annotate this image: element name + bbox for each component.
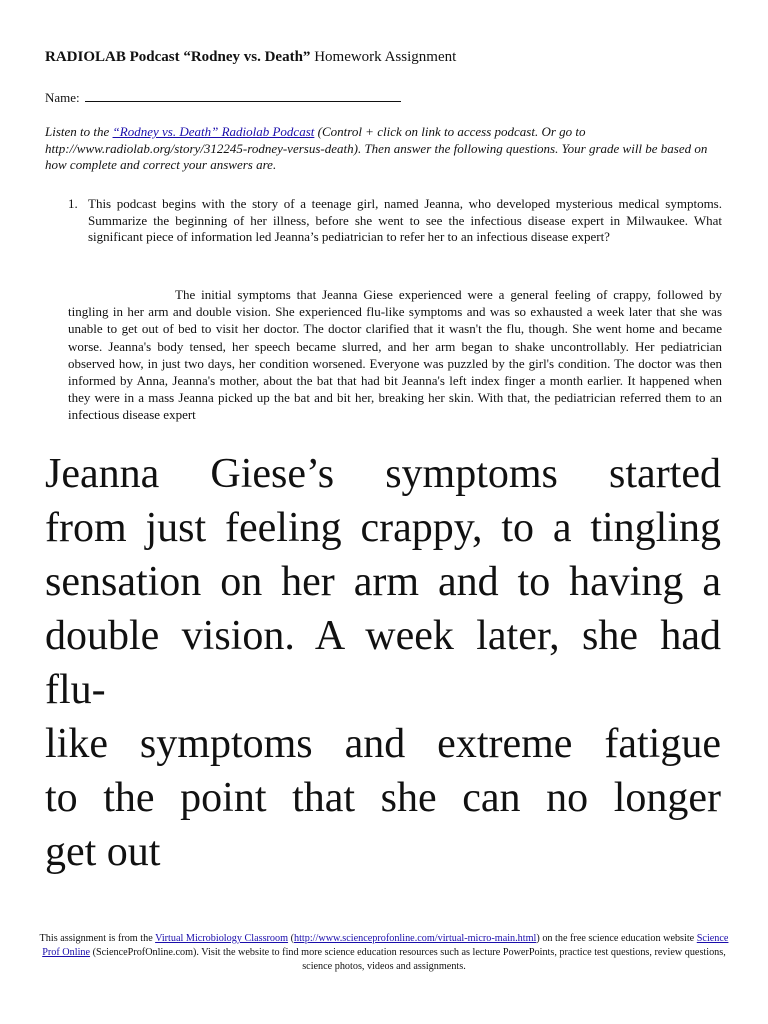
answer-line: sensation on her arm and to having a xyxy=(45,559,721,605)
answer-large-text xyxy=(45,447,721,879)
answer-line: flu- xyxy=(45,667,106,713)
virtual-classroom-link[interactable]: Virtual Microbiology Classroom xyxy=(155,933,289,944)
footer-note xyxy=(30,932,738,974)
footer-text: ) on the free science education website xyxy=(536,933,697,944)
answer-line: from just feeling crappy, to a tingling xyxy=(45,505,721,551)
answer-paragraph: The initial symptoms that Jeanna Giese experienced were a general feeling of crappy, followed by tingling in her arm and double vision. She experienced flu-like symptoms and was so exhausted a week later that she was unable to get out of bed to visit her doctor. The doctor clarified that it wasn't the flu, though. She went home and became worse. Jeanna's body tensed, her speech became slurred, and her arm began to shake uncontrollably. Her pediatrician observed how, in just two days, her condition worsened. Everyone was puzzled by the girl's condition. The doctor was then informed by Anna, Jeanna's mother, about the bat that had bit Jeanna's left index finger a month earlier. It happened when they were in a mass Jeanna picked up the bat and bit her, breaking her skin. With that, the pediatrician referred them to an infectious disease expert xyxy=(68,287,722,423)
title-rest: Homework Assignment xyxy=(310,49,457,65)
name-label: Name: xyxy=(45,90,80,105)
title-bold: RADIOLAB Podcast “Rodney vs. Death” xyxy=(45,49,311,65)
classroom-url-link[interactable]: http://www.scienceprofonline.com/virtual-micro-main.html xyxy=(294,933,537,944)
podcast-link[interactable]: “Rodney vs. Death” Radiolab Podcast xyxy=(112,124,315,139)
science-prof-online-link[interactable]: Science Prof Online xyxy=(42,933,729,958)
question-1 xyxy=(68,196,722,246)
name-blank-line[interactable] xyxy=(85,89,401,102)
footer-text: This assignment is from the xyxy=(39,933,156,944)
instructions xyxy=(45,124,721,174)
footer-text: (ScienceProfOnline.com). Visit the website to find more science education resources such as lecture PowerPoints, practice test questions, review questions, science photos, videos and assignments. xyxy=(90,947,726,972)
instructions-suffix: (Control + click on link to access podcast. Or go to http://www.radiolab.org/story/312245-rodney-versus-death). Then answer the following questions. Your grade will be based on how complete and correct your answers are. xyxy=(45,124,708,172)
question-text: This podcast begins with the story of a teenage girl, named Jeanna, who developed mysterious medical symptoms. Summarize the beginning of her illness, before she went to see the infectious disease expert in Milwaukee. What significant piece of information led Jeanna’s pediatrician to refer her to an infectious disease expert? xyxy=(88,196,722,245)
footer-text: ( xyxy=(288,933,294,944)
answer-line: get out xyxy=(45,829,161,875)
name-field xyxy=(45,89,401,106)
answer-line: like symptoms and extreme fatigue xyxy=(45,721,721,767)
answer-line: Jeanna Giese’s symptoms started xyxy=(45,451,721,497)
answer-line: to the point that she can no longer xyxy=(45,775,721,821)
page-title xyxy=(45,48,456,66)
answer-line: double vision. A week later, she had xyxy=(45,613,721,659)
instructions-prefix: Listen to the xyxy=(45,124,113,139)
question-number: 1. xyxy=(68,196,78,211)
